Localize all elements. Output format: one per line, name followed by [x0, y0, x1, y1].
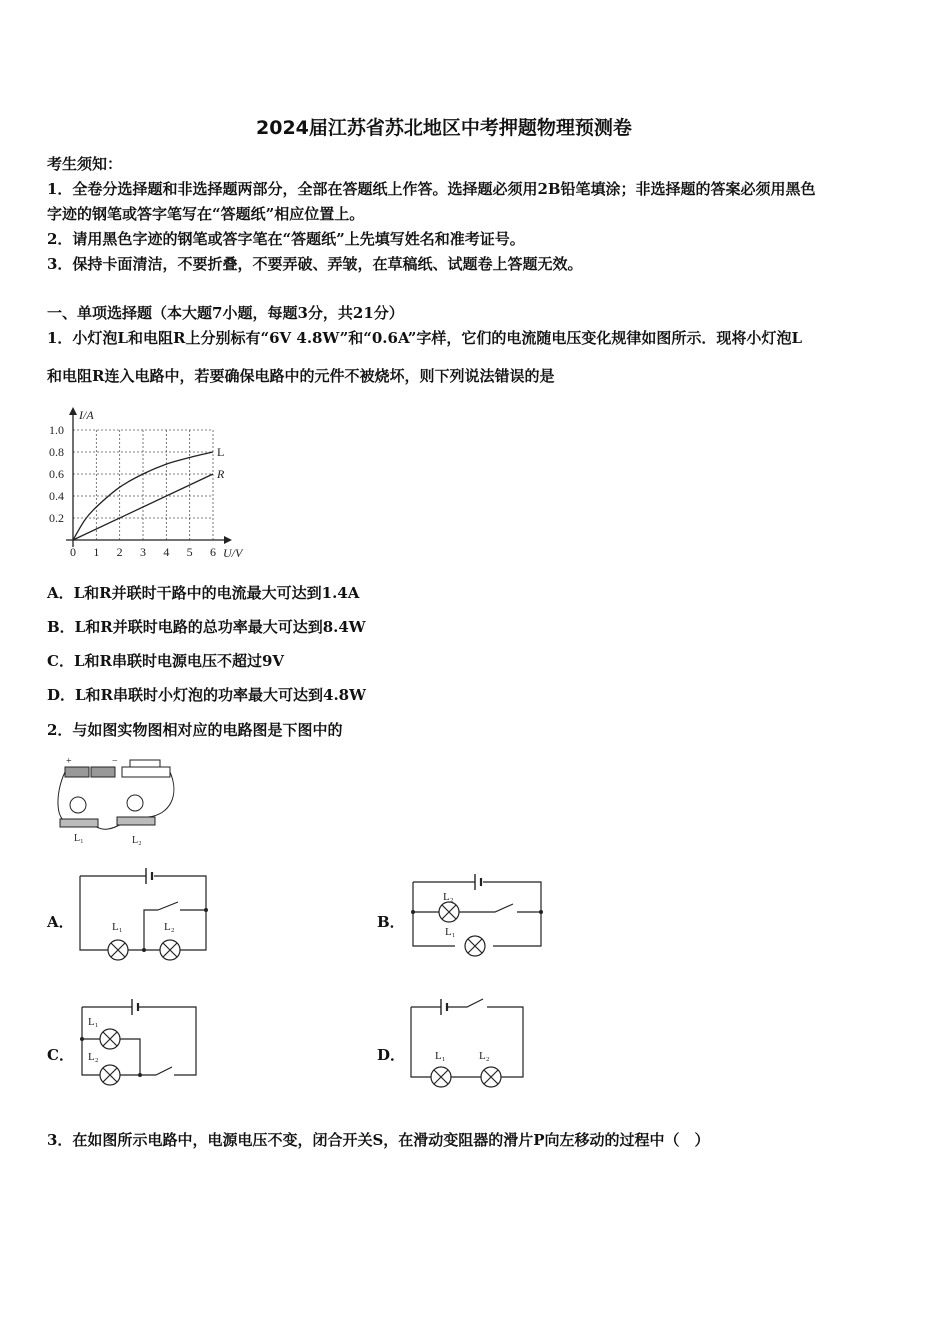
circuit-d-l2: L₂: [479, 1050, 490, 1062]
x-tick-0: 0: [70, 545, 76, 559]
circuit-c: [78, 995, 203, 1090]
q2-option-c-label: C．: [47, 1046, 74, 1064]
photo-label-l1: L₁: [74, 833, 84, 844]
x-tick-1: 1: [93, 545, 100, 559]
series-label-L: L: [217, 445, 225, 459]
photo-label-l2: L₂: [132, 835, 142, 846]
y-tick-0.4: 0.4: [49, 489, 64, 503]
y-tick-0.2: 0.2: [49, 511, 64, 525]
y-axis-label: I/A: [79, 408, 94, 422]
notice-line-1a: 1．全卷分选择题和非选择题两部分，全部在答题纸上作答。选择题必须用2B铅笔填涂；非选择题的答案必须用黑色: [47, 180, 816, 198]
circuit-b-l1: L₁: [445, 926, 456, 938]
q1-option-a: A．L和R并联时干路中的电流最大可达到1.4A: [47, 584, 360, 602]
x-tick-3: 3: [140, 545, 146, 559]
q2-option-d-label: D．: [377, 1046, 406, 1064]
q2-stem: 2．与如图实物图相对应的电路图是下图中的: [47, 721, 343, 739]
y-tick-1.0: 1.0: [49, 423, 64, 437]
y-tick-0.6: 0.6: [49, 467, 64, 481]
bulb-l1: [70, 797, 86, 813]
circuit-b: [405, 870, 550, 965]
iu-chart: [40, 405, 270, 565]
page-title: 2024届江苏省苏北地区中考押题物理预测卷: [256, 117, 632, 139]
y-axis-arrow: [69, 407, 77, 415]
circuit-c-l2: L₂: [88, 1051, 99, 1063]
notice-line-1b: 字迹的钢笔或答字笔写在“答题纸”相应位置上。: [47, 205, 365, 223]
q1-option-d: D．L和R串联时小灯泡的功率最大可达到4.8W: [47, 686, 366, 704]
q2-option-b-label: B．: [377, 913, 405, 931]
circuit-a: [80, 864, 210, 969]
y-tick-0.8: 0.8: [49, 445, 64, 459]
notice-heading: 考生须知：: [47, 155, 123, 173]
circuit-b-l2: L₂: [443, 891, 454, 903]
q1-stem-a: 1．小灯泡L和电阻R上分别标有“6V 4.8W”和“0.6A”字样，它们的电流随电压变化规律如图所示．现将小灯泡L: [47, 329, 802, 347]
battery-minus-label: −: [112, 756, 118, 767]
circuit-a-l2: L₂: [164, 921, 175, 933]
x-axis-arrow: [224, 536, 232, 544]
section-heading: 一、单项选择题（本大题7小题，每题3分，共21分）: [47, 304, 404, 322]
x-tick-4: 4: [163, 545, 170, 559]
switch-base: [122, 767, 170, 777]
q1-option-c: C．L和R串联时电源电压不超过9V: [47, 652, 285, 670]
bulb-base-l2: [117, 817, 155, 825]
q2-option-a-label: A．: [47, 913, 74, 931]
notice-line-3: 3．保持卡面清洁，不要折叠，不要弄破、弄皱，在草稿纸、试题卷上答题无效。: [47, 255, 583, 273]
battery-cell-2: [91, 767, 115, 777]
x-tick-5: 5: [186, 545, 193, 559]
q1-stem-b: 和电阻R连入电路中，若要确保电路中的元件不被烧坏，则下列说法错误的是: [47, 367, 555, 385]
wire-2: [148, 772, 174, 817]
battery-plus-label: +: [66, 756, 72, 767]
chart-grid: [73, 430, 213, 540]
notice-line-2: 2．请用黑色字迹的钢笔或答字笔在“答题纸”上先填写姓名和准考证号。: [47, 230, 525, 248]
circuit-d-l1: L₁: [435, 1050, 446, 1062]
circuit-c-l1: L₁: [88, 1016, 99, 1028]
q3-stem: 3．在如图所示电路中，电源电压不变，闭合开关S，在滑动变阻器的滑片P向左移动的过程中（ ）: [47, 1131, 710, 1149]
q2-physical-diagram: [50, 755, 175, 850]
series-label-R: R: [217, 467, 225, 481]
x-tick-6: 6: [210, 545, 216, 559]
circuit-a-l1: L₁: [112, 921, 123, 933]
circuit-d: [405, 993, 530, 1093]
wire-1: [58, 772, 70, 821]
x-tick-2: 2: [116, 545, 123, 559]
bulb-base-l1: [60, 819, 98, 827]
switch-lever: [130, 760, 160, 767]
battery-cell-1: [65, 767, 89, 777]
x-axis-label: U/V: [223, 546, 243, 560]
bulb-l2: [127, 795, 143, 811]
q1-option-b: B．L和R并联时电路的总功率最大可达到8.4W: [47, 618, 366, 636]
